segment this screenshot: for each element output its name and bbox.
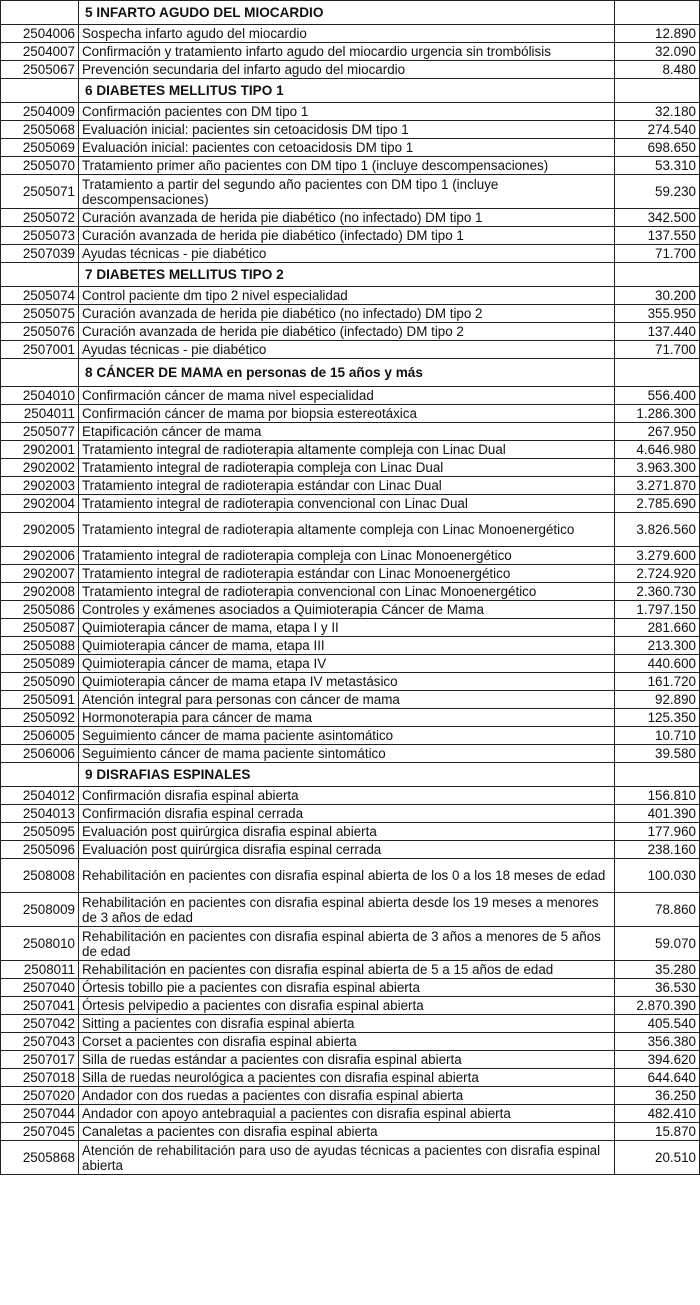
table-row [1,787,700,805]
item-code: 2505095 [1,823,79,841]
item-value: 213.300 [615,637,700,655]
section-header [1,763,700,787]
item-code: 2505074 [1,287,79,305]
item-code: 2505069 [1,139,79,157]
item-value: 53.310 [615,157,700,175]
item-value: 2.724.920 [615,565,700,583]
item-description: Control paciente dm tipo 2 nivel especialidad [79,287,615,305]
item-description: Quimioterapia cáncer de mama etapa IV metastásico [79,673,615,691]
table-row [1,583,700,601]
item-code: 2505868 [1,1141,79,1175]
item-description: Andador con dos ruedas a pacientes con disrafia espinal abierta [79,1087,615,1105]
section-header [1,359,700,387]
item-code: 2506006 [1,745,79,763]
item-value: 161.720 [615,673,700,691]
item-description: Atención de rehabilitación para uso de ayudas técnicas a pacientes con disrafia espinal abierta [79,1141,615,1175]
item-code: 2504012 [1,787,79,805]
item-description: Tratamiento integral de radioterapia convencional con Linac Dual [79,495,615,513]
item-code: 2505068 [1,121,79,139]
item-value: 698.650 [615,139,700,157]
item-value: 3.271.870 [615,477,700,495]
item-description: Quimioterapia cáncer de mama, etapa I y II [79,619,615,637]
table-row [1,927,700,961]
item-value: 78.860 [615,893,700,927]
item-code: 2505089 [1,655,79,673]
table-row [1,961,700,979]
item-code: 2505075 [1,305,79,323]
item-code: 2507044 [1,1105,79,1123]
item-value: 12.890 [615,25,700,43]
section-code-cell [1,763,79,787]
item-code: 2504013 [1,805,79,823]
item-code: 2506005 [1,727,79,745]
item-description: Evaluación post quirúrgica disrafia espinal cerrada [79,841,615,859]
item-code: 2504006 [1,25,79,43]
table-row [1,441,700,459]
item-value: 156.810 [615,787,700,805]
item-code: 2505076 [1,323,79,341]
item-description: Confirmación pacientes con DM tipo 1 [79,103,615,121]
price-table-body [1,1,700,1175]
item-value: 644.640 [615,1069,700,1087]
item-code: 2507017 [1,1051,79,1069]
item-code: 2902004 [1,495,79,513]
item-value: 3.826.560 [615,513,700,547]
item-value: 125.350 [615,709,700,727]
item-description: Curación avanzada de herida pie diabético (no infectado) DM tipo 2 [79,305,615,323]
table-row [1,323,700,341]
item-description: Canaletas a pacientes con disrafia espinal abierta [79,1123,615,1141]
section-value-cell [615,79,700,103]
item-code: 2505071 [1,175,79,209]
table-row [1,387,700,405]
item-code: 2902003 [1,477,79,495]
table-row [1,405,700,423]
item-code: 2507001 [1,341,79,359]
table-row [1,495,700,513]
table-row [1,673,700,691]
item-description: Evaluación post quirúrgica disrafia espinal abierta [79,823,615,841]
item-description: Quimioterapia cáncer de mama, etapa III [79,637,615,655]
item-description: Ayudas técnicas - pie diabético [79,341,615,359]
item-description: Rehabilitación en pacientes con disrafia espinal abierta de los 0 a los 18 meses de edad [79,859,615,893]
table-row [1,477,700,495]
item-description: Órtesis pelvipedio a pacientes con disrafia espinal abierta [79,997,615,1015]
item-code: 2505067 [1,61,79,79]
item-value: 59.070 [615,927,700,961]
table-row [1,1051,700,1069]
table-row [1,287,700,305]
item-value: 30.200 [615,287,700,305]
item-code: 2902006 [1,547,79,565]
item-code: 2902007 [1,565,79,583]
item-description: Silla de ruedas neurológica a pacientes con disrafia espinal abierta [79,1069,615,1087]
table-row [1,1105,700,1123]
item-description: Rehabilitación en pacientes con disrafia espinal abierta de 3 años a menores de 5 años de edad [79,927,615,961]
item-code: 2505087 [1,619,79,637]
item-value: 556.400 [615,387,700,405]
table-row [1,459,700,477]
section-title: 9 DISRAFIAS ESPINALES [79,763,615,787]
item-code: 2505091 [1,691,79,709]
item-value: 3.279.600 [615,547,700,565]
table-row [1,157,700,175]
item-code: 2507045 [1,1123,79,1141]
item-value: 71.700 [615,245,700,263]
item-description: Sospecha infarto agudo del miocardio [79,25,615,43]
item-description: Prevención secundaria del infarto agudo del miocardio [79,61,615,79]
table-row [1,841,700,859]
section-title: 7 DIABETES MELLITUS TIPO 2 [79,263,615,287]
item-code: 2507042 [1,1015,79,1033]
item-description: Hormonoterapia para cáncer de mama [79,709,615,727]
item-value: 177.960 [615,823,700,841]
table-row [1,655,700,673]
item-code: 2508009 [1,893,79,927]
table-row [1,1069,700,1087]
item-description: Tratamiento integral de radioterapia estándar con Linac Monoenergético [79,565,615,583]
table-row [1,227,700,245]
item-code: 2507020 [1,1087,79,1105]
item-description: Curación avanzada de herida pie diabético (infectado) DM tipo 1 [79,227,615,245]
table-row [1,637,700,655]
item-description: Evaluación inicial: pacientes sin cetoacidosis DM tipo 1 [79,121,615,139]
table-row [1,245,700,263]
item-code: 2505072 [1,209,79,227]
item-value: 355.950 [615,305,700,323]
table-row [1,61,700,79]
table-row [1,709,700,727]
item-description: Órtesis tobillo pie a pacientes con disrafia espinal abierta [79,979,615,997]
item-value: 356.380 [615,1033,700,1051]
section-code-cell [1,263,79,287]
table-row [1,1087,700,1105]
section-code-cell [1,359,79,387]
item-value: 482.410 [615,1105,700,1123]
item-code: 2505090 [1,673,79,691]
table-row [1,175,700,209]
item-description: Confirmación disrafia espinal cerrada [79,805,615,823]
item-description: Confirmación cáncer de mama nivel especialidad [79,387,615,405]
table-row [1,565,700,583]
item-description: Evaluación inicial: pacientes con cetoacidosis DM tipo 1 [79,139,615,157]
item-value: 137.550 [615,227,700,245]
item-value: 35.280 [615,961,700,979]
table-row [1,25,700,43]
item-code: 2902002 [1,459,79,477]
table-row [1,997,700,1015]
item-code: 2507041 [1,997,79,1015]
item-description: Tratamiento integral de radioterapia estándar con Linac Dual [79,477,615,495]
item-value: 394.620 [615,1051,700,1069]
section-title: 8 CÁNCER DE MAMA en personas de 15 años y más [79,359,615,387]
item-description: Quimioterapia cáncer de mama, etapa IV [79,655,615,673]
item-code: 2505073 [1,227,79,245]
table-row [1,1141,700,1175]
table-row [1,823,700,841]
item-value: 20.510 [615,1141,700,1175]
item-description: Curación avanzada de herida pie diabético (no infectado) DM tipo 1 [79,209,615,227]
item-description: Seguimiento cáncer de mama paciente asintomático [79,727,615,745]
section-value-cell [615,359,700,387]
table-row [1,121,700,139]
item-value: 405.540 [615,1015,700,1033]
item-value: 2.870.390 [615,997,700,1015]
item-description: Corset a pacientes con disrafia espinal abierta [79,1033,615,1051]
item-description: Tratamiento integral de radioterapia compleja con Linac Dual [79,459,615,477]
section-value-cell [615,763,700,787]
item-code: 2507039 [1,245,79,263]
item-value: 238.160 [615,841,700,859]
item-description: Seguimiento cáncer de mama paciente sintomático [79,745,615,763]
table-row [1,859,700,893]
item-description: Tratamiento integral de radioterapia convencional con Linac Monoenergético [79,583,615,601]
section-value-cell [615,1,700,25]
section-title: 6 DIABETES MELLITUS TIPO 1 [79,79,615,103]
item-value: 71.700 [615,341,700,359]
item-code: 2902005 [1,513,79,547]
item-description: Controles y exámenes asociados a Quimioterapia Cáncer de Mama [79,601,615,619]
item-value: 32.180 [615,103,700,121]
item-code: 2505077 [1,423,79,441]
item-code: 2504011 [1,405,79,423]
item-description: Tratamiento integral de radioterapia altamente compleja con Linac Dual [79,441,615,459]
item-value: 1.286.300 [615,405,700,423]
item-description: Silla de ruedas estándar a pacientes con disrafia espinal abierta [79,1051,615,1069]
item-value: 36.250 [615,1087,700,1105]
item-description: Curación avanzada de herida pie diabético (infectado) DM tipo 2 [79,323,615,341]
item-code: 2505086 [1,601,79,619]
table-row [1,547,700,565]
item-description: Confirmación disrafia espinal abierta [79,787,615,805]
item-value: 39.580 [615,745,700,763]
item-description: Tratamiento a partir del segundo año pacientes con DM tipo 1 (incluye descompensaciones) [79,175,615,209]
section-title: 5 INFARTO AGUDO DEL MIOCARDIO [79,1,615,25]
table-row [1,305,700,323]
item-code: 2504009 [1,103,79,121]
table-row [1,727,700,745]
item-description: Sitting a pacientes con disrafia espinal abierta [79,1015,615,1033]
table-row [1,893,700,927]
item-value: 2.785.690 [615,495,700,513]
section-header [1,79,700,103]
item-value: 8.480 [615,61,700,79]
table-row [1,691,700,709]
item-value: 4.646.980 [615,441,700,459]
item-code: 2508011 [1,961,79,979]
item-value: 401.390 [615,805,700,823]
table-row [1,1123,700,1141]
item-value: 32.090 [615,43,700,61]
item-code: 2507018 [1,1069,79,1087]
item-description: Confirmación cáncer de mama por biopsia estereotáxica [79,405,615,423]
item-code: 2508010 [1,927,79,961]
item-description: Etapificación cáncer de mama [79,423,615,441]
item-value: 267.950 [615,423,700,441]
table-row [1,979,700,997]
item-description: Rehabilitación en pacientes con disrafia espinal abierta de 5 a 15 años de edad [79,961,615,979]
item-value: 36.530 [615,979,700,997]
table-row [1,513,700,547]
item-value: 92.890 [615,691,700,709]
item-code: 2505088 [1,637,79,655]
table-row [1,745,700,763]
table-row [1,1033,700,1051]
table-row [1,139,700,157]
table-row [1,601,700,619]
table-row [1,805,700,823]
item-value: 100.030 [615,859,700,893]
table-row [1,1015,700,1033]
item-value: 10.710 [615,727,700,745]
item-value: 440.600 [615,655,700,673]
item-code: 2505096 [1,841,79,859]
item-value: 281.660 [615,619,700,637]
item-code: 2902001 [1,441,79,459]
item-description: Confirmación y tratamiento infarto agudo del miocardio urgencia sin trombólisis [79,43,615,61]
section-code-cell [1,1,79,25]
table-row [1,619,700,637]
item-value: 274.540 [615,121,700,139]
item-description: Ayudas técnicas - pie diabético [79,245,615,263]
table-row [1,43,700,61]
item-code: 2505070 [1,157,79,175]
section-header [1,263,700,287]
item-value: 137.440 [615,323,700,341]
item-value: 1.797.150 [615,601,700,619]
item-code: 2508008 [1,859,79,893]
table-row [1,341,700,359]
item-code: 2507043 [1,1033,79,1051]
item-value: 342.500 [615,209,700,227]
section-code-cell [1,79,79,103]
item-value: 59.230 [615,175,700,209]
item-value: 3.963.300 [615,459,700,477]
item-code: 2505092 [1,709,79,727]
item-description: Rehabilitación en pacientes con disrafia espinal abierta desde los 19 meses a menores de 3 años de edad [79,893,615,927]
item-code: 2504007 [1,43,79,61]
table-row [1,423,700,441]
table-row [1,209,700,227]
item-value: 15.870 [615,1123,700,1141]
table-row [1,103,700,121]
item-description: Atención integral para personas con cáncer de mama [79,691,615,709]
item-code: 2504010 [1,387,79,405]
item-description: Andador con apoyo antebraquial a pacientes con disrafia espinal abierta [79,1105,615,1123]
section-header [1,1,700,25]
item-description: Tratamiento primer año pacientes con DM tipo 1 (incluye descompensaciones) [79,157,615,175]
item-description: Tratamiento integral de radioterapia altamente compleja con Linac Monoenergético [79,513,615,547]
item-description: Tratamiento integral de radioterapia compleja con Linac Monoenergético [79,547,615,565]
section-value-cell [615,263,700,287]
item-code: 2902008 [1,583,79,601]
item-code: 2507040 [1,979,79,997]
item-value: 2.360.730 [615,583,700,601]
